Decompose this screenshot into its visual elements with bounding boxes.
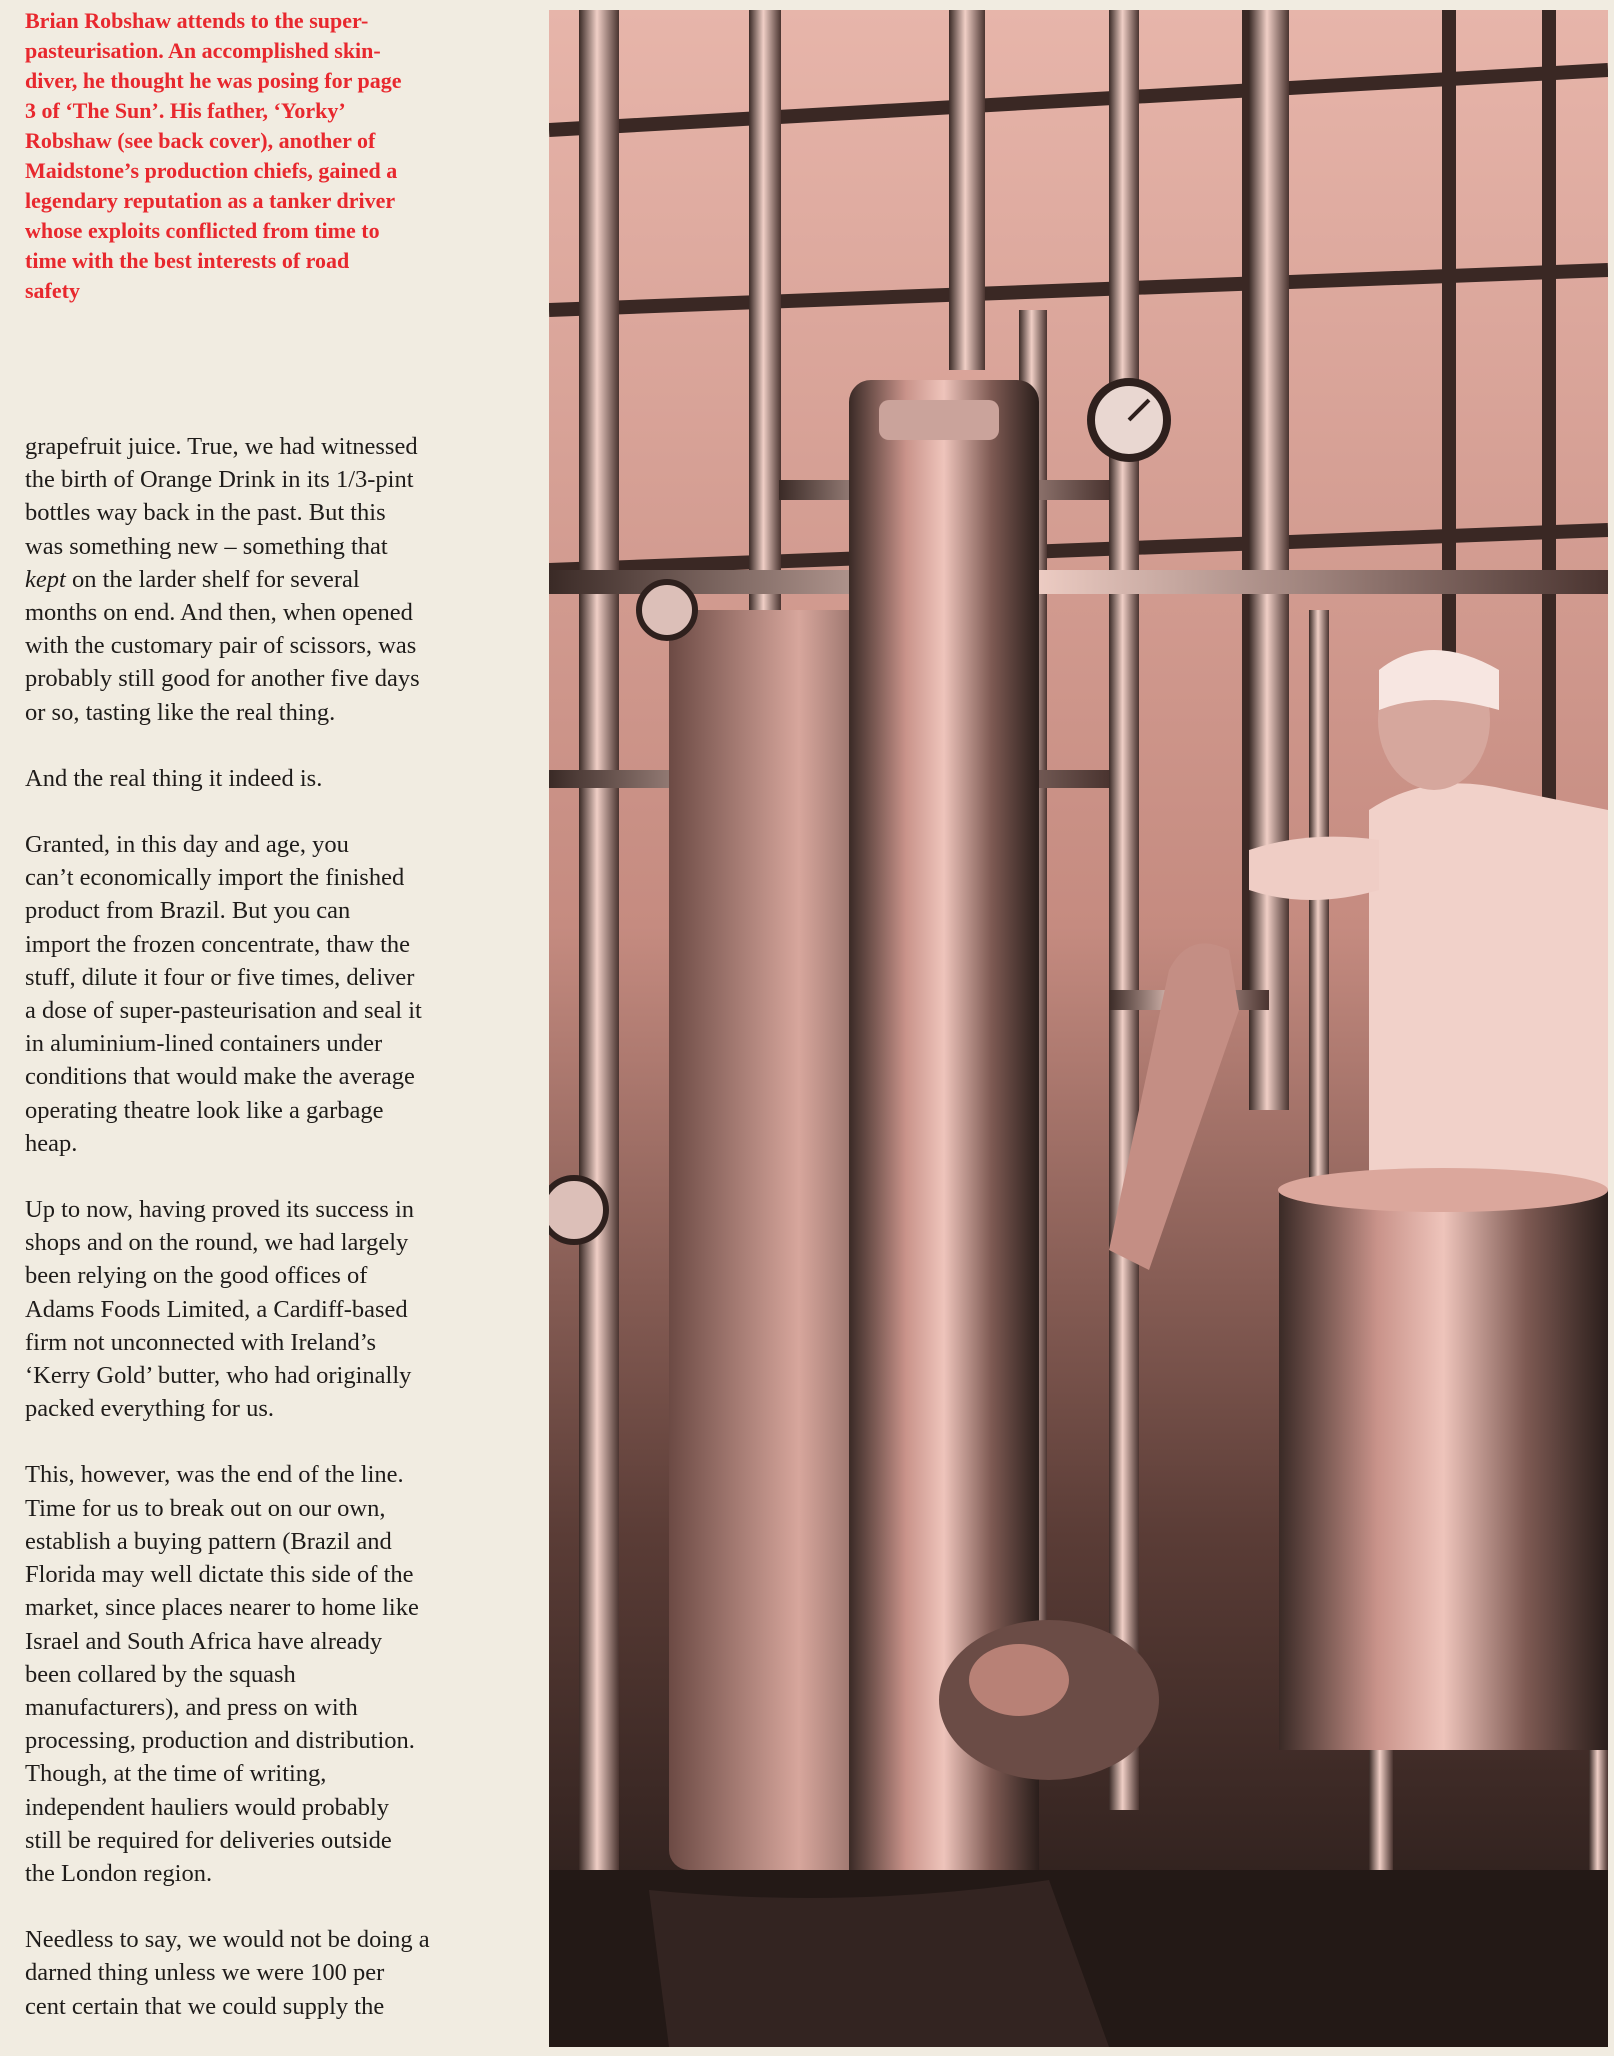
paragraph-1-end: on the larder shelf for several months on end. And then, when opened with the customary pair of scissors, was probably still good for another five days or so, tasting like the real thing. xyxy=(25,565,420,726)
paragraph-3: Granted, in this day and age, you can’t economically import the finished product from Brazil. But you can import the frozen concentrate, thaw the stuff, dilute it four or five times, deliver a dose of super-pasteurisation and seal it in aluminium-lined containers under conditions that would make the average operating theatre look like a garbage heap. xyxy=(25,831,422,1157)
paragraph-1-start: grapefruit juice. True, we had witnessed the birth of Orange Drink in its 1/3-pint bottles way back in the past. But this was something new – something that xyxy=(25,433,418,560)
caption-block xyxy=(25,6,525,306)
floor-reflection xyxy=(649,1880,1109,2047)
paragraph-5: This, however, was the end of the line. Time for us to break out on our own, establish a buying pattern (Brazil and Florida may well dictate this side of the market, since places nearer to home like Israel and South Africa have already been collared by the squash manufacturers), and press on with processing, production and distribution. Though, at the time of writing, independent hauliers would probably still be required for deliveries outside the London region. xyxy=(25,1461,419,1887)
photo-caption: Brian Robshaw attends to the super- pasteurisation. An accomplished skin- diver, he thought he was posing for page 3 of ‘The Sun’. His father, ‘Yorky’ Robshaw (see back cover), another of Maidstone’s production chiefs, gained a legendary reputation as a tanker driver whose exploits conflicted from time to time with the best interests of road safety xyxy=(25,8,402,303)
paragraph-1 xyxy=(25,430,525,729)
pump-highlight xyxy=(969,1644,1069,1716)
paragraph-1-emphasis: kept xyxy=(25,565,66,593)
paragraph-6: Needless to say, we would not be doing a darned thing unless we were 100 per cent certain that we could supply the xyxy=(25,1926,430,2020)
paragraph-2: And the real thing it indeed is. xyxy=(25,764,323,792)
paragraph-4: Up to now, having proved its success in shops and on the round, we had largely been relying on the good offices of Adams Foods Limited, a Cardiff-based firm not unconnected with Ireland’s ‘Kerry Gold’ butter, who had originally packed everything for us. xyxy=(25,1196,414,1423)
article-body xyxy=(25,430,525,2056)
factory-photograph xyxy=(549,10,1608,2047)
photo-illustration xyxy=(549,10,1608,2047)
